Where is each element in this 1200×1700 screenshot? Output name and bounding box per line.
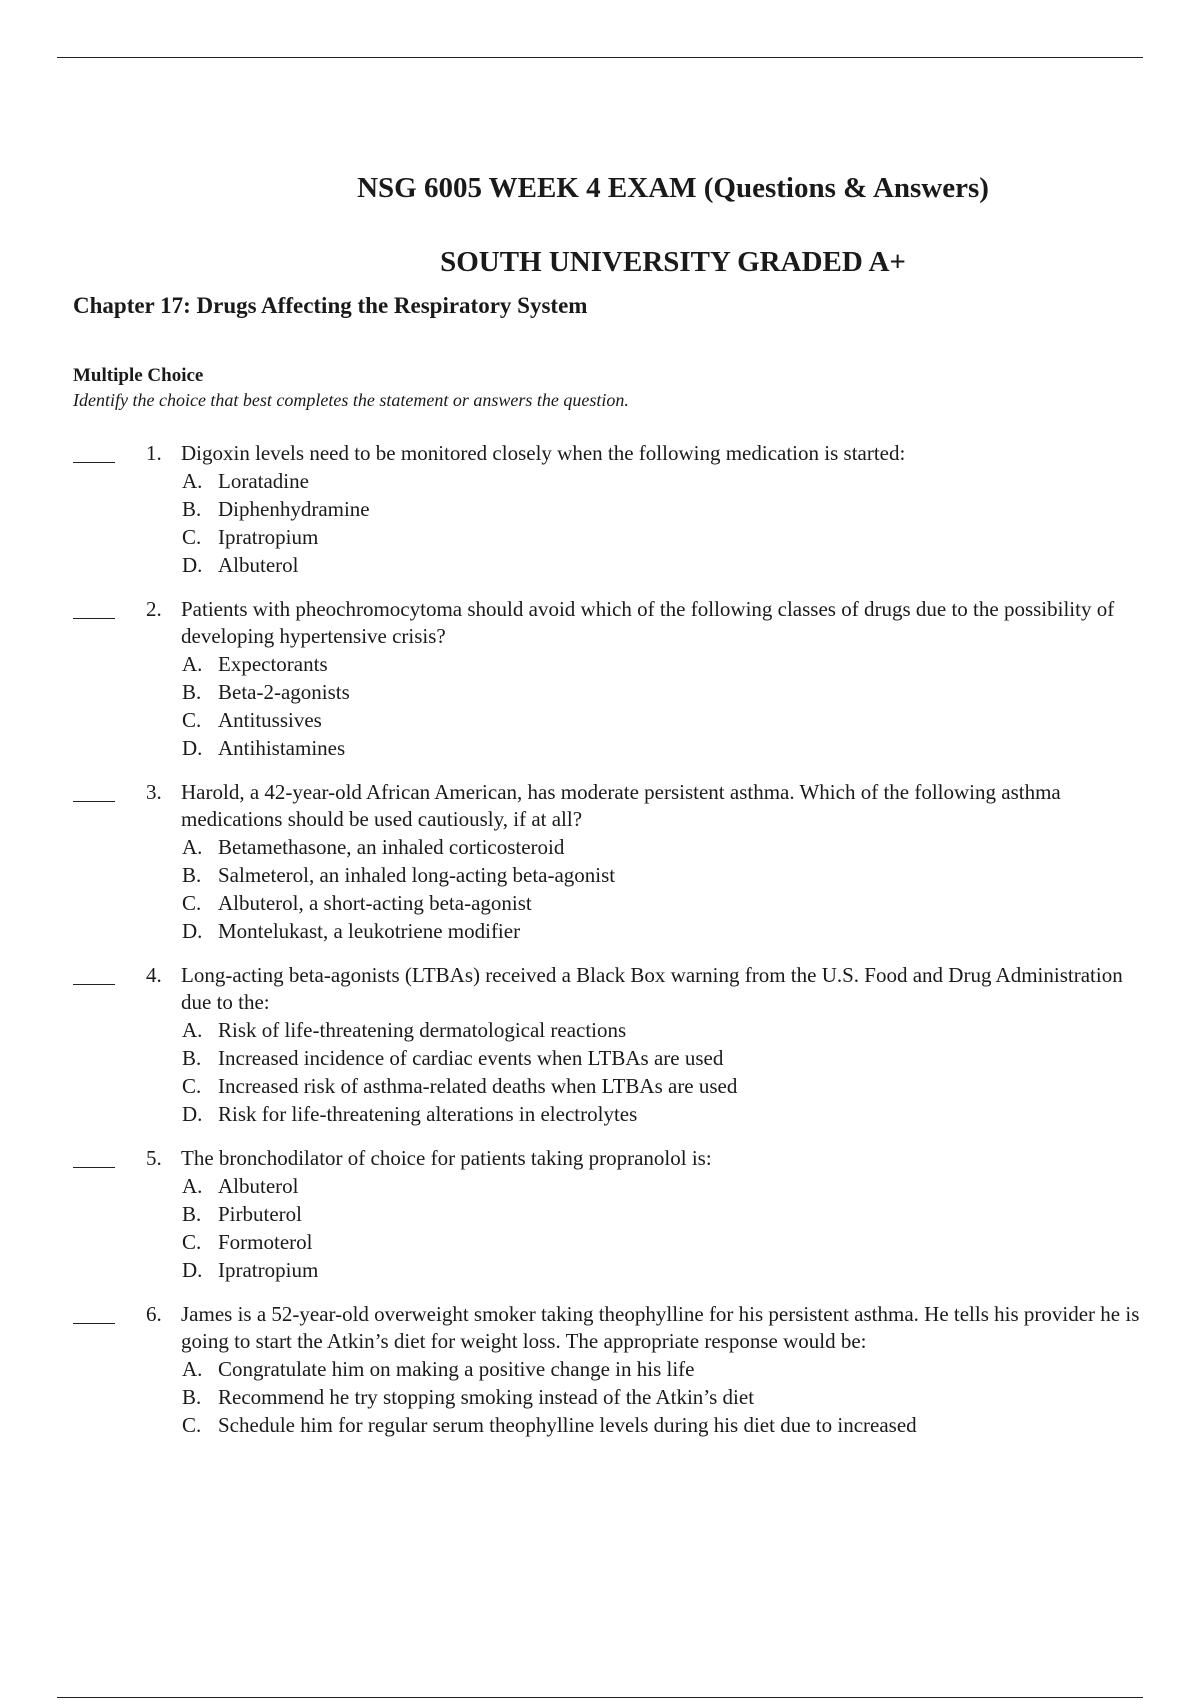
question-number: 6. — [146, 1302, 162, 1326]
option-letter: C. — [182, 525, 202, 549]
option-letter: B. — [182, 1202, 202, 1226]
answer-options — [181, 467, 1146, 579]
option-letter: C. — [182, 1413, 202, 1437]
question-item — [0, 1301, 1200, 1439]
option-letter: B. — [182, 1046, 202, 1070]
answer-option — [181, 1016, 1146, 1044]
question-text: The bronchodilator of choice for patients taking propranolol is: — [181, 1146, 712, 1170]
option-letter: A. — [182, 1174, 203, 1198]
question-number: 1. — [146, 441, 162, 465]
chapter-heading: Chapter 17: Drugs Affecting the Respiratory System — [73, 293, 588, 318]
option-text: Pirbuterol — [218, 1202, 302, 1226]
answer-option — [181, 734, 1146, 762]
option-letter: C. — [182, 891, 202, 915]
option-letter: B. — [182, 863, 202, 887]
answer-option — [181, 1044, 1146, 1072]
answer-option — [181, 1072, 1146, 1100]
question-item — [0, 440, 1200, 579]
option-text: Antihistamines — [218, 736, 346, 760]
option-letter: A. — [182, 652, 203, 676]
option-text: Salmeterol, an inhaled long-acting beta-agonist — [218, 863, 616, 887]
question-text: Digoxin levels need to be monitored closely when the following medication is started: — [181, 441, 906, 465]
option-text: Antitussives — [218, 708, 322, 732]
option-text: Ipratropium — [218, 1258, 319, 1282]
answer-blank[interactable] — [73, 1301, 115, 1324]
question-body — [181, 779, 1146, 945]
answer-option — [181, 1383, 1146, 1411]
exam-subtitle: SOUTH UNIVERSITY GRADED A+ — [440, 246, 906, 278]
answer-blank[interactable] — [73, 596, 115, 619]
option-letter: A. — [182, 469, 203, 493]
option-text: Ipratropium — [218, 525, 319, 549]
answer-blank[interactable] — [73, 1145, 115, 1168]
question-text: James is a 52-year-old overweight smoker taking theophylline for his persistent asthma. He tells his provider he is going to start the Atkin’s diet for weight loss. The appropriate response would be: — [181, 1302, 1140, 1353]
answer-option — [181, 467, 1146, 495]
option-text: Increased risk of asthma-related deaths when LTBAs are used — [218, 1074, 738, 1098]
option-text: Congratulate him on making a positive change in his life — [218, 1357, 695, 1381]
option-text: Albuterol — [218, 553, 299, 577]
answer-option — [181, 1355, 1146, 1383]
question-text: Harold, a 42-year-old African American, has moderate persistent asthma. Which of the following asthma medications should be used cautiously, if at all? — [181, 780, 1061, 831]
option-letter: D. — [182, 1102, 203, 1126]
option-text: Risk for life-threatening alterations in electrolytes — [218, 1102, 638, 1126]
question-body — [181, 962, 1146, 1128]
question-list — [0, 440, 1200, 1456]
question-item — [0, 779, 1200, 945]
top-rule — [57, 57, 1143, 58]
instructions: Identify the choice that best completes the statement or answers the question. — [73, 390, 629, 410]
answer-option — [181, 523, 1146, 551]
option-letter: D. — [182, 1258, 203, 1282]
answer-option — [181, 650, 1146, 678]
option-letter: B. — [182, 1385, 202, 1409]
option-text: Albuterol, a short-acting beta-agonist — [218, 891, 532, 915]
option-text: Albuterol — [218, 1174, 299, 1198]
option-text: Risk of life-threatening dermatological reactions — [218, 1018, 627, 1042]
question-item — [0, 962, 1200, 1128]
answer-options — [181, 1016, 1146, 1128]
answer-option — [181, 1100, 1146, 1128]
option-text: Loratadine — [218, 469, 309, 493]
option-text: Schedule him for regular serum theophylline levels during his diet due to increased — [218, 1413, 917, 1437]
option-letter: D. — [182, 736, 203, 760]
answer-option — [181, 551, 1146, 579]
answer-option — [181, 1256, 1146, 1284]
option-letter: A. — [182, 1018, 203, 1042]
question-item — [0, 596, 1200, 762]
option-letter: C. — [182, 708, 202, 732]
answer-blank[interactable] — [73, 962, 115, 985]
exam-title: NSG 6005 WEEK 4 EXAM (Questions & Answers) — [357, 172, 989, 204]
answer-option — [181, 1200, 1146, 1228]
option-text: Diphenhydramine — [218, 497, 370, 521]
question-item — [0, 1145, 1200, 1284]
answer-options — [181, 650, 1146, 762]
question-text: Patients with pheochromocytoma should avoid which of the following classes of drugs due to the possibility of developing hypertensive crisis? — [181, 597, 1115, 648]
option-letter: D. — [182, 919, 203, 943]
option-text: Formoterol — [218, 1230, 313, 1254]
answer-option — [181, 678, 1146, 706]
answer-option — [181, 917, 1146, 945]
question-number: 5. — [146, 1146, 162, 1170]
section-heading: Multiple Choice — [73, 365, 204, 386]
question-number: 2. — [146, 597, 162, 621]
option-text: Expectorants — [218, 652, 328, 676]
question-body — [181, 1301, 1146, 1439]
option-text: Increased incidence of cardiac events when LTBAs are used — [218, 1046, 724, 1070]
answer-options — [181, 833, 1146, 945]
option-text: Betamethasone, an inhaled corticosteroid — [218, 835, 565, 859]
option-text: Montelukast, a leukotriene modifier — [218, 919, 521, 943]
question-number: 3. — [146, 780, 162, 804]
option-text: Beta-2-agonists — [218, 680, 350, 704]
answer-options — [181, 1172, 1146, 1284]
option-letter: A. — [182, 1357, 203, 1381]
answer-option — [181, 1172, 1146, 1200]
question-body — [181, 596, 1146, 762]
answer-option — [181, 1228, 1146, 1256]
option-letter: D. — [182, 553, 203, 577]
option-letter: C. — [182, 1230, 202, 1254]
answer-blank[interactable] — [73, 779, 115, 802]
question-number: 4. — [146, 963, 162, 987]
option-letter: C. — [182, 1074, 202, 1098]
answer-option — [181, 833, 1146, 861]
option-letter: B. — [182, 497, 202, 521]
option-text: Recommend he try stopping smoking instead of the Atkin’s diet — [218, 1385, 755, 1409]
answer-option — [181, 861, 1146, 889]
answer-options — [181, 1355, 1146, 1439]
answer-option — [181, 1411, 1146, 1439]
bottom-rule — [57, 1697, 1143, 1698]
answer-blank[interactable] — [73, 440, 115, 463]
answer-option — [181, 889, 1146, 917]
question-text: Long-acting beta-agonists (LTBAs) received a Black Box warning from the U.S. Food and Drug Administration due to the: — [181, 963, 1123, 1014]
question-body — [181, 1145, 1146, 1284]
question-body — [181, 440, 1146, 579]
option-letter: B. — [182, 680, 202, 704]
answer-option — [181, 706, 1146, 734]
answer-option — [181, 495, 1146, 523]
option-letter: A. — [182, 835, 203, 859]
